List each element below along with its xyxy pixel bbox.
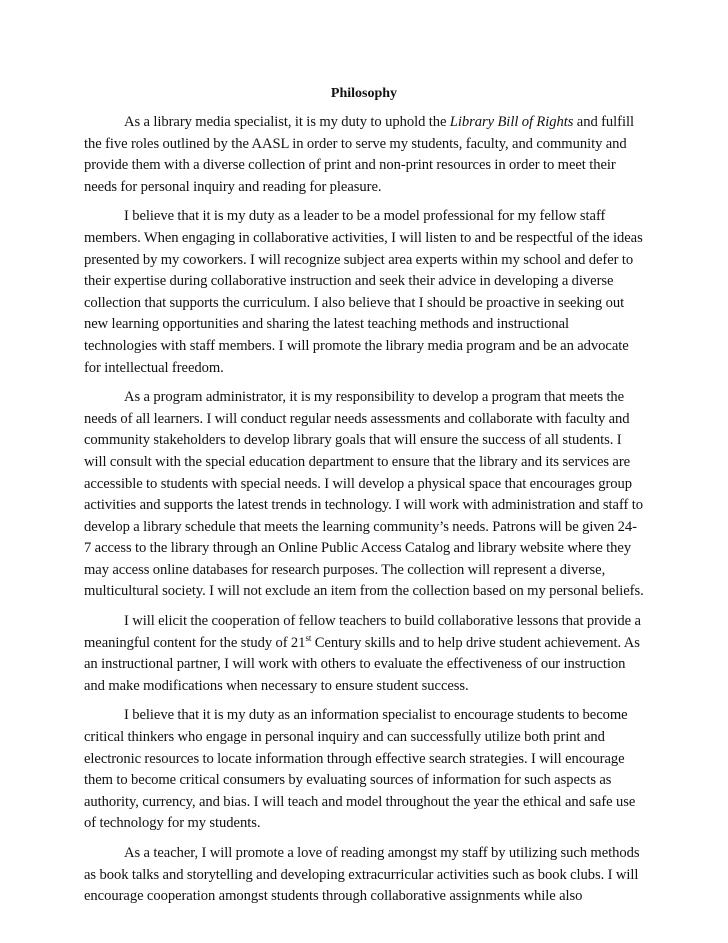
paragraph-text: Century skills and to help drive student achievement. As an instructional partner, I will work with others to evaluate the effectiveness of our instruction and make modifications when necessary to ensure student success. <box>84 634 640 694</box>
paragraph-text: As a library media specialist, it is my duty to uphold the <box>124 114 450 130</box>
paragraph-text: I will elicit the cooperation of fellow teachers to build collaborative lessons that provide a meaningful content for the study of 21 <box>84 613 641 651</box>
library-bill-of-rights-text: Library Bill of Rights <box>449 114 574 130</box>
superscript-st: st <box>305 632 312 643</box>
paragraph-program-administrator: As a program administrator, it is my responsibility to develop a program that meets the needs of all learners. I will conduct regular needs assessments and collaborate with faculty and community stakeholders to develop library goals that will ensure the success of all students. I will consult with the special education department to ensure that the library and its services are accessible to students with special needs. I will develop a physical space that encourages group activities and supports the latest trends in technology. I will work with administration and staff to develop a library schedule that meets the learning community’s needs. Patrons will be given 24-7 access to the library through an Online Public Access Catalog and library website where they may access online databases for research purposes. The collection will represent a diverse, multicultural society. I will not exclude an item from the collection based on my personal beliefs. <box>84 389 644 600</box>
document-page <box>84 84 644 916</box>
paragraph-information-specialist: I believe that it is my duty as an information specialist to encourage students to become critical thinkers who engage in personal inquiry and can successfully utilize both print and electronic resources to locate information through effective search strategies. I will encourage them to become critical consumers by evaluating sources of information for such aspects as authority, currency, and bias. I will teach and model throughout the year the ethical and safe use of technology for my students. <box>84 707 636 832</box>
paragraph-library-media-specialist <box>84 112 644 198</box>
paragraph-instructional-partner <box>84 611 644 697</box>
paragraph-leader: I believe that it is my duty as a leader to be a model professional for my fellow staff members. When engaging in collaborative activities, I will listen to and be respectful of the ideas presented by my coworkers. I will recognize subject area experts within my school and defer to their expertise during collaborative instruction and seek their advice in developing a diverse collection that supports the curriculum. I also believe that I should be proactive in seeking out new learning opportunities and sharing the latest teaching methods and instructional technologies with staff members. I will promote the library media program and be an advocate for intellectual freedom. <box>84 208 643 376</box>
document-title: Philosophy <box>330 86 398 101</box>
paragraph-teacher: As a teacher, I will promote a love of reading amongst my staff by utilizing such methods as book talks and storytelling and developing extracurricular activities such as book clubs. I will encourage cooperation amongst students through collaborative assignments while also <box>84 845 640 905</box>
paragraph-text: and fulfill the five roles outlined by the AASL in order to serve my students, faculty, and community and provide them with a diverse collection of print and non-print resources in order to meet their needs for personal inquiry and reading for pleasure. <box>84 114 634 195</box>
